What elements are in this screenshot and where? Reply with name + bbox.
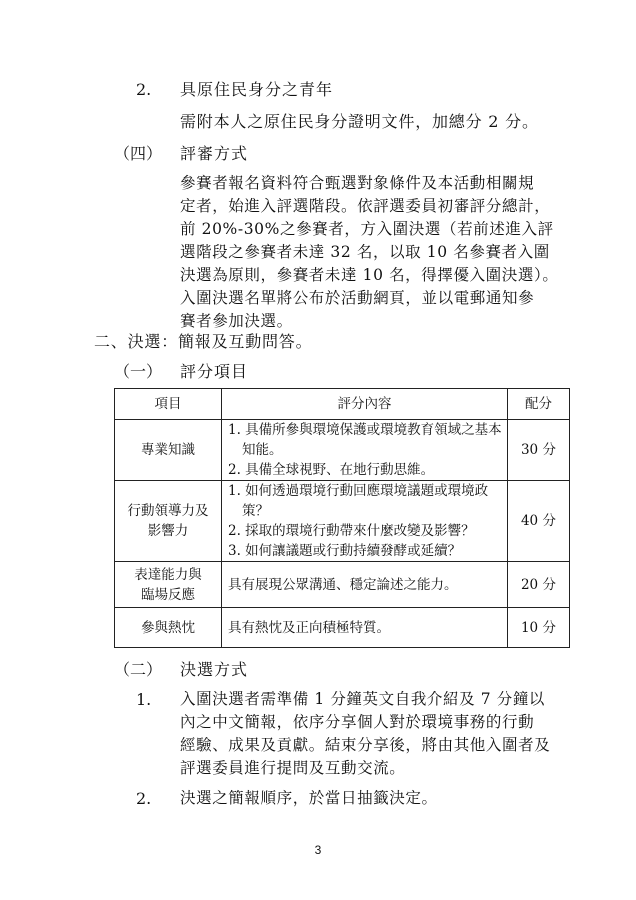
subsection-1-label: （一） bbox=[114, 362, 163, 381]
header-score: 配分 bbox=[507, 389, 569, 420]
header-content: 評分內容 bbox=[222, 389, 508, 420]
item-2-number: 2. bbox=[136, 80, 152, 99]
item-line: 臨場反應 bbox=[141, 586, 195, 603]
paragraph-line: 評選委員進行提問及互動交流。 bbox=[180, 759, 406, 777]
item-2-body: 需附本人之原住民身分證明文件，加總分 2 分。 bbox=[180, 112, 539, 131]
paragraph-line: 賽者參加決選。 bbox=[180, 312, 293, 330]
section-4-label: （四） bbox=[114, 144, 163, 163]
table-header-row bbox=[115, 389, 570, 420]
paragraph-line: 定者，始進入評選階段。依評選委員初審評分總計， bbox=[180, 197, 551, 215]
row-criteria bbox=[222, 562, 508, 608]
paragraph-line: 決選之簡報順序，於當日抽籤決定。 bbox=[180, 789, 438, 807]
section-4-paragraph bbox=[180, 172, 558, 333]
item-line: 表達能力與 bbox=[134, 566, 202, 583]
row-criteria bbox=[222, 608, 508, 648]
decision-item-1-number: 1. bbox=[136, 690, 152, 709]
subsection-1-heading: 評分項目 bbox=[180, 362, 249, 381]
row-score: 20 分 bbox=[507, 562, 569, 608]
decision-item-1-text bbox=[180, 688, 550, 780]
subsection-2-heading: 決選方式 bbox=[180, 660, 249, 679]
item-line: 參與熱忱 bbox=[141, 619, 195, 636]
item-line: 專業知識 bbox=[141, 442, 195, 458]
table-row bbox=[115, 562, 570, 608]
table-row bbox=[115, 420, 570, 481]
row-criteria bbox=[222, 481, 508, 562]
row-score: 10 分 bbox=[507, 608, 569, 648]
criteria-line: 1. 具備所參與環境保護或環境教育領域之基本知能。 bbox=[228, 422, 502, 458]
criteria-line: 1. 如何透過環境行動回應環境議題或環境政策？ bbox=[228, 483, 489, 519]
part-2-heading: 二、決選：簡報及互動問答。 bbox=[94, 332, 313, 351]
item-line: 影響力 bbox=[147, 523, 189, 539]
criteria-line: 具有展現公眾溝通、穩定論述之能力。 bbox=[228, 576, 458, 593]
row-item bbox=[115, 562, 222, 608]
paragraph-line: 前 20%-30%之參賽者，方入圍決選（若前述進入評 bbox=[180, 220, 554, 238]
decision-item-2-number: 2. bbox=[136, 789, 152, 808]
item-line: 行動領導力及 bbox=[127, 503, 209, 519]
section-4-heading: 評審方式 bbox=[180, 144, 249, 163]
paragraph-line: 經驗、成果及貢獻。結束分享後，將由其他入圍者及 bbox=[180, 736, 551, 754]
table-row bbox=[115, 481, 570, 562]
item-2-heading: 具原住民身分之青年 bbox=[180, 80, 334, 99]
criteria-line: 3. 如何讓議題或行動持續發酵或延續？ bbox=[228, 543, 462, 559]
row-score: 30 分 bbox=[507, 420, 569, 481]
paragraph-line: 入圍決選者需準備 1 分鐘英文自我介紹及 7 分鐘以 bbox=[180, 690, 546, 708]
row-item bbox=[115, 608, 222, 648]
criteria-line: 2. 具備全球視野、在地行動思維。 bbox=[228, 462, 435, 478]
row-score: 40 分 bbox=[507, 481, 569, 562]
criteria-line: 2. 採取的環境行動帶來什麼改變及影響？ bbox=[228, 523, 475, 539]
decision-item-2-text bbox=[180, 787, 438, 810]
row-item bbox=[115, 481, 222, 562]
subsection-2-label: （二） bbox=[114, 660, 163, 679]
table-row bbox=[115, 608, 570, 648]
header-item: 項目 bbox=[115, 389, 222, 420]
paragraph-line: 參賽者報名資料符合甄選對象條件及本活動相關規 bbox=[180, 174, 535, 192]
row-criteria bbox=[222, 420, 508, 481]
paragraph-line: 選階段之參賽者未達 32 名，以取 10 名參賽者入圍 bbox=[180, 243, 550, 261]
paragraph-line: 入圍決選名單將公布於活動網頁，並以電郵通知參 bbox=[180, 289, 535, 307]
criteria-line: 具有熱忱及正向積極特質。 bbox=[228, 619, 391, 636]
page-number: 3 bbox=[314, 843, 322, 857]
paragraph-line: 內之中文簡報，依序分享個人對於環境事務的行動 bbox=[180, 713, 535, 731]
scoring-table bbox=[114, 388, 570, 648]
paragraph-line: 決選為原則，參賽者未達 10 名，得擇優入圍決選）。 bbox=[180, 266, 559, 284]
row-item bbox=[115, 420, 222, 481]
